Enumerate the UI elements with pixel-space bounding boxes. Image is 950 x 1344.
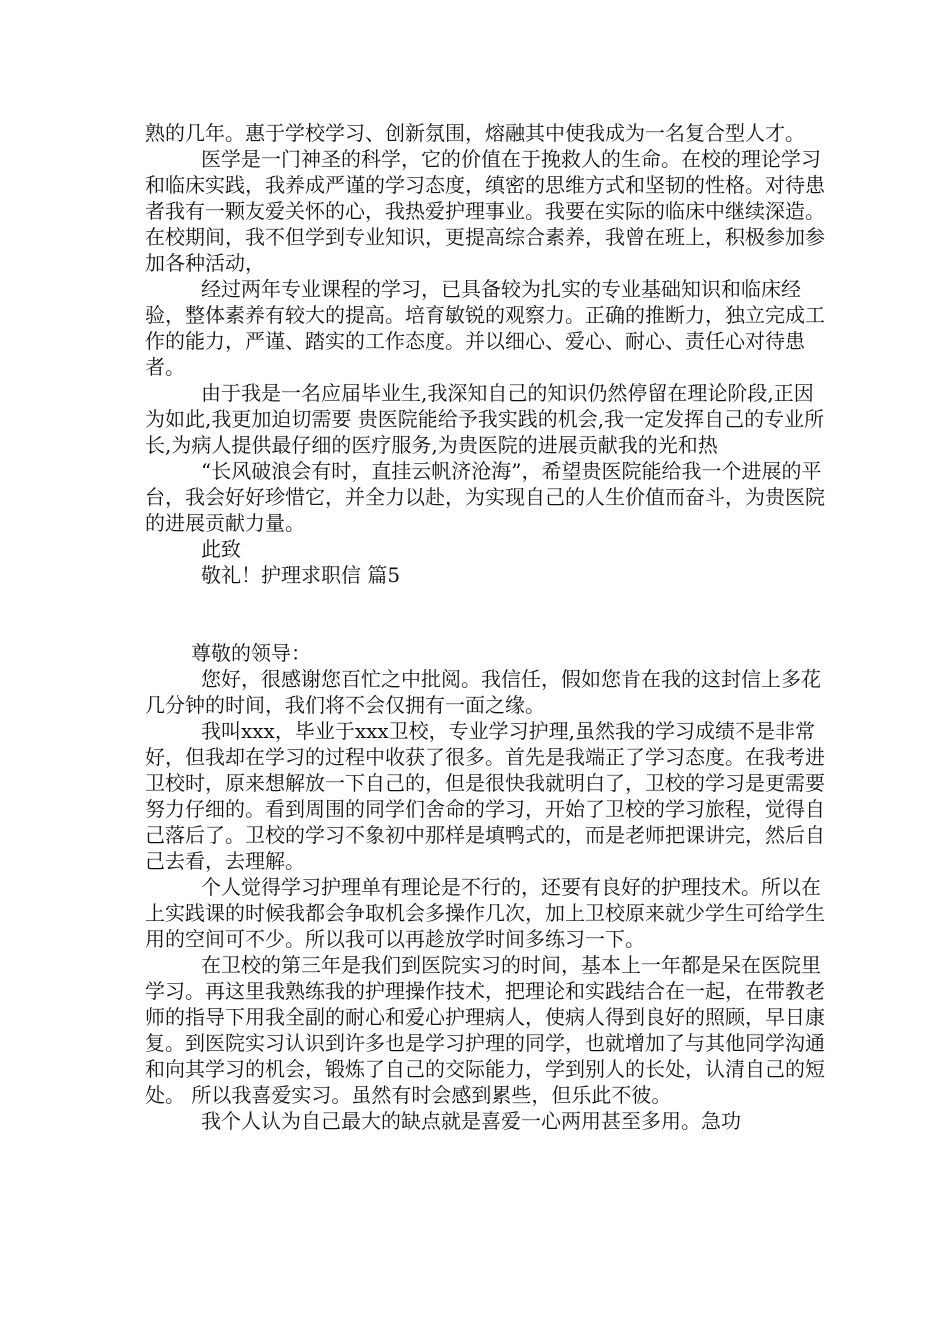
paragraph-graduate: 由于我是一名应届毕业生,我深知自己的知识仍然停留在理论阶段,正因为如此,我更加迫切需要 贵医院能给予我实践的机会,我一定发挥自己的专业所长,为病人提供最仔细的医疗服务,为贵医院的进展贡献我的光和热	[145, 381, 825, 457]
section-gap	[145, 588, 825, 640]
closing-line: 此致	[201, 537, 241, 561]
letter2-intro: 我叫xxx，毕业于xxx卫校，专业学习护理,虽然我的学习成绩不是非常好，但我却在学习的过程中收获了很多。首先是我端正了学习态度。在我考进卫校时，原来想解放一下自己的，但是很快我就明白了，卫校的学习是更需要努力仔细的。看到周围的同学们舍命的学习，开始了卫校的学习旅程，觉得自己落后了。卫校的学习不象初中那样是填鸭式的，而是老师把课讲完，然后自己去看，去理解。	[145, 719, 825, 873]
letter2-weakness: 我个人认为自己最大的缺点就是喜爱一心两用甚至多用。急功	[201, 1109, 741, 1133]
paragraph-continuation: 熟的几年。惠于学校学习、创新氛围，熔融其中使我成为一名复合型人才。	[145, 121, 805, 145]
salutation: 尊敬的领导：	[191, 641, 311, 665]
letter2-internship: 在卫校的第三年是我们到医院实习的时间，基本上一年都是呆在医院里学习。再这里我熟练我的护理操作技术，把理论和实践结合在一起，在带教老师的指导下用我全副的耐心和爱心护理病人，使病人得到良好的照顾，早日康复。到医院实习认识到许多也是学习护理的同学，也就增加了与其他同学沟通和向其学习的机会，锻炼了自己的交际能力，学到别人的长处，认清自己的短处。 所以我喜爱实习。虽然有时会感到累些，但乐此不彼。	[145, 953, 825, 1107]
document-page	[145, 120, 825, 1134]
letter2-greeting: 您好，很感谢您百忙之中批阅。我信任，假如您肯在我的这封信上多花几分钟的时间，我们将不会仅拥有一面之缘。	[145, 667, 821, 717]
letter2-skills: 个人觉得学习护理单有理论是不行的，还要有良好的护理技术。所以在上实践课的时候我都会争取机会多操作几次，加上卫校原来就少学生可给学生用的空间可不少。所以我可以再趁放学时间多练习一下。	[145, 875, 825, 951]
paragraph-quote: “长风破浪会有时，直挂云帆济沧海”，希望贵医院能给我一个进展的平台，我会好好珍惜它，并全力以赴，为实现自己的人生价值而奋斗，为贵医院的进展贡献力量。	[145, 459, 825, 535]
closing-regards-heading: 敬礼！护理求职信 篇5	[201, 563, 401, 587]
paragraph-study: 经过两年专业课程的学习，已具备较为扎实的专业基础知识和临床经验，整体素养有较大的提高。培育敏锐的观察力。正确的推断力，独立完成工作的能力，严谨、踏实的工作态度。并以细心、爱心、耐心、责任心对待患者。	[145, 277, 825, 379]
paragraph-medicine: 医学是一门神圣的科学，它的价值在于挽救人的生命。在校的理论学习和临床实践，我养成严谨的学习态度，缜密的思维方式和坚韧的性格。对待患者我有一颗友爱关怀的心，我热爱护理事业。我要在实际的临床中继续深造。在校期间，我不但学到专业知识，更提高综合素养，我曾在班上，积极参加参加各种活动，	[145, 147, 825, 275]
